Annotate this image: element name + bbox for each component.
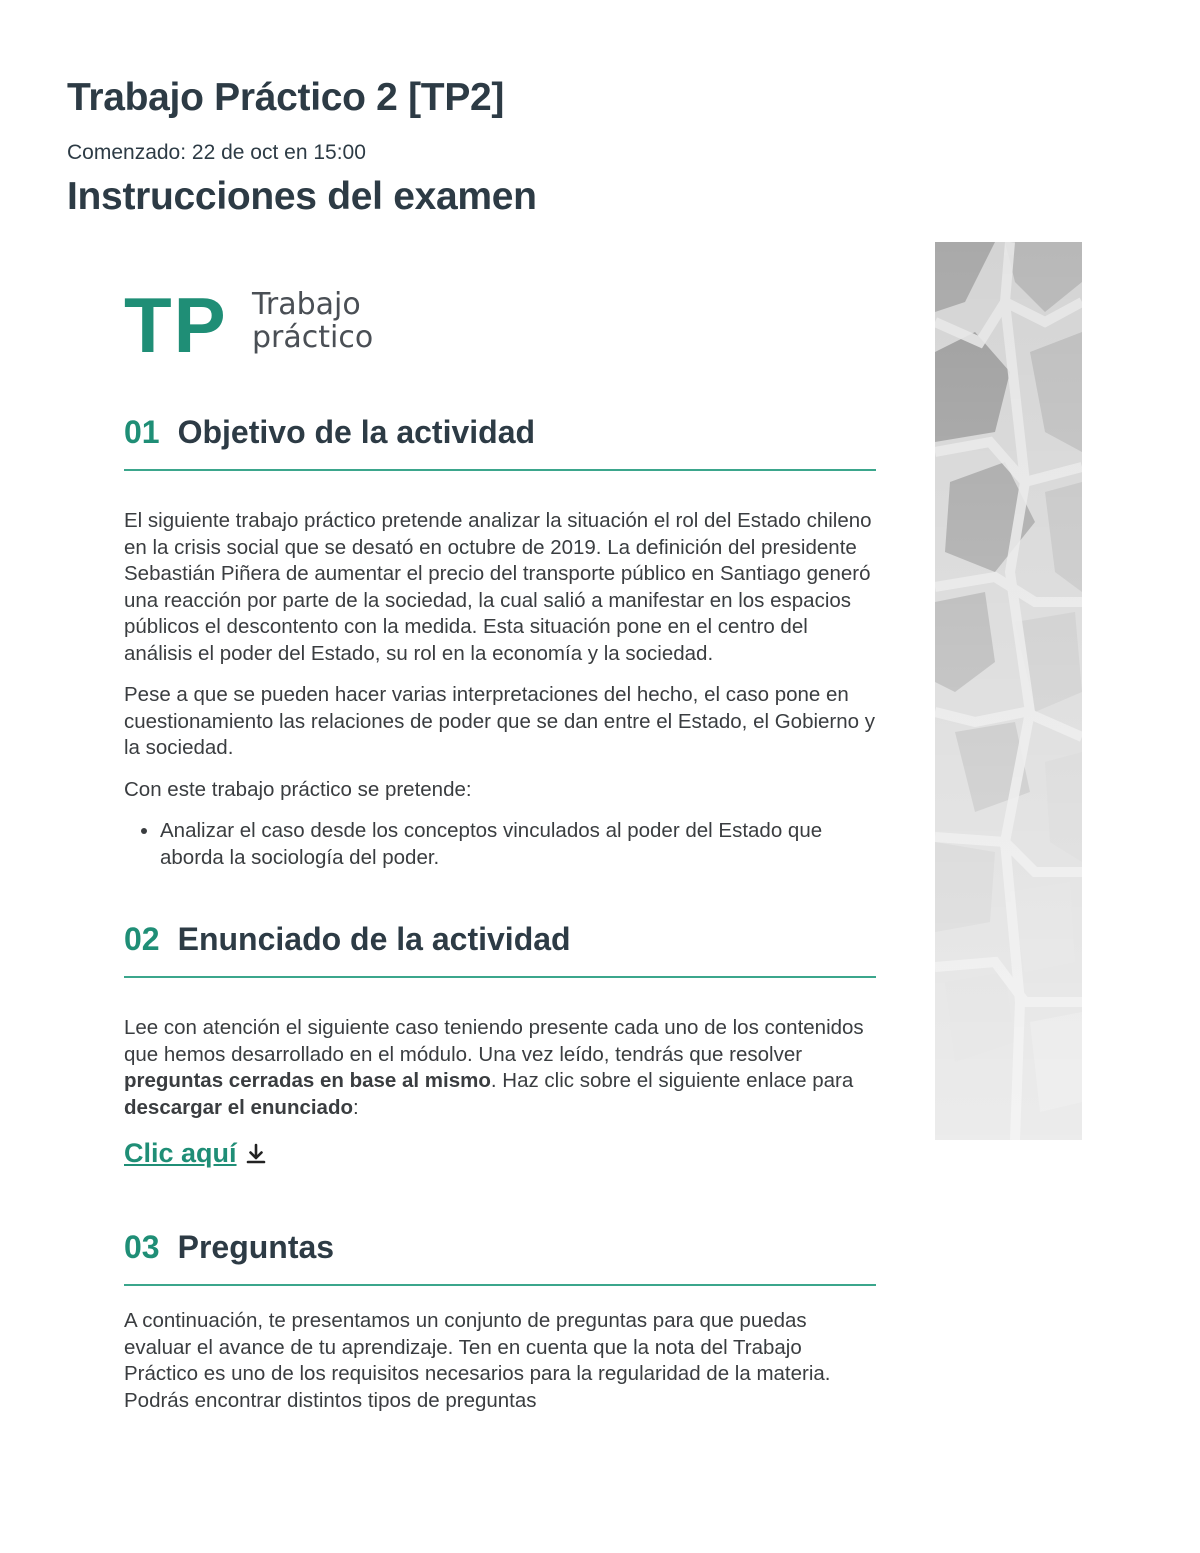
text-run: : — [353, 1095, 359, 1119]
emphasis-text: descargar el enunciado — [124, 1095, 354, 1119]
paragraph: Pese a que se pueden hacer varias interpretaciones del hecho, el caso pone en cuestionamiento las relaciones de poder que se dan entre el Estado, el Gobierno y la sociedad. — [124, 683, 876, 759]
section-preguntas — [124, 1229, 876, 1414]
paragraph — [124, 1015, 876, 1121]
paragraph: Con este trabajo práctico se pretende: — [124, 777, 472, 801]
download-link-label: Clic aquí — [124, 1138, 237, 1168]
tp-logo — [124, 280, 876, 370]
tp-logo-letters: TP — [124, 281, 228, 369]
text-run: . Haz clic sobre el siguiente enlace para — [490, 1069, 854, 1092]
instructions-title: Instrucciones del examen — [67, 175, 537, 218]
objectives-list — [124, 818, 876, 871]
paragraph: El siguiente trabajo práctico pretende analizar la situación el rol del Estado chileno en la crisis social que se desató en octubre de 2019. La definición del presidente Sebastián Piñera de aumentar el precio del transporte público en Santiago generó una reacción por parte de la sociedad, la cual salió a manifestar en los espacios públicos el descontento con la medida. Esta situación pone en el centro del análisis el poder del Estado, su rol en la economía y la sociedad. — [124, 509, 872, 665]
download-icon — [243, 1141, 269, 1167]
paragraph: A continuación, te presentamos un conjunto de preguntas para que puedas evaluar el avance de tu aprendizaje. Ten en cuenta que la nota del Trabajo Práctico es uno de los requisitos necesarios para la regularidad de la materia. Podrás encontrar distintos tipos de preguntas — [124, 1309, 831, 1412]
tp-logo-line2: práctico — [252, 320, 374, 355]
section-number: 02 — [124, 921, 160, 957]
section-number: 01 — [124, 414, 160, 450]
section-heading — [124, 1229, 876, 1286]
section-enunciado — [124, 921, 876, 1169]
emphasis-text: preguntas cerradas en base al mismo — [124, 1069, 491, 1092]
page-title: Trabajo Práctico 2 [TP2] — [67, 76, 505, 119]
section-number: 03 — [124, 1229, 160, 1265]
section-objetivo — [124, 414, 876, 871]
decorative-side-image — [935, 242, 1082, 1140]
text-run: Lee con atención el siguiente caso teniendo presente cada uno de los contenidos que hemos desarrollado en el módulo. Una vez leído, tendrás que resolver — [124, 1016, 864, 1066]
section-heading — [124, 414, 876, 471]
section-heading — [124, 921, 876, 978]
exam-instructions-content — [124, 280, 876, 1429]
section-title: Enunciado de la actividad — [177, 921, 571, 957]
list-item: • Analizar el caso desde los conceptos vinculados al poder del Estado que aborda la sociología del poder. — [160, 818, 876, 871]
tp-logo-line1: Trabajo — [252, 287, 361, 322]
download-link[interactable] — [124, 1138, 269, 1169]
tp-logo-text — [252, 288, 373, 354]
section-title: Preguntas — [177, 1229, 335, 1265]
architecture-pattern-image — [935, 242, 1082, 1140]
started-timestamp: Comenzado: 22 de oct en 15:00 — [67, 141, 366, 164]
section-title: Objetivo de la actividad — [177, 414, 536, 450]
